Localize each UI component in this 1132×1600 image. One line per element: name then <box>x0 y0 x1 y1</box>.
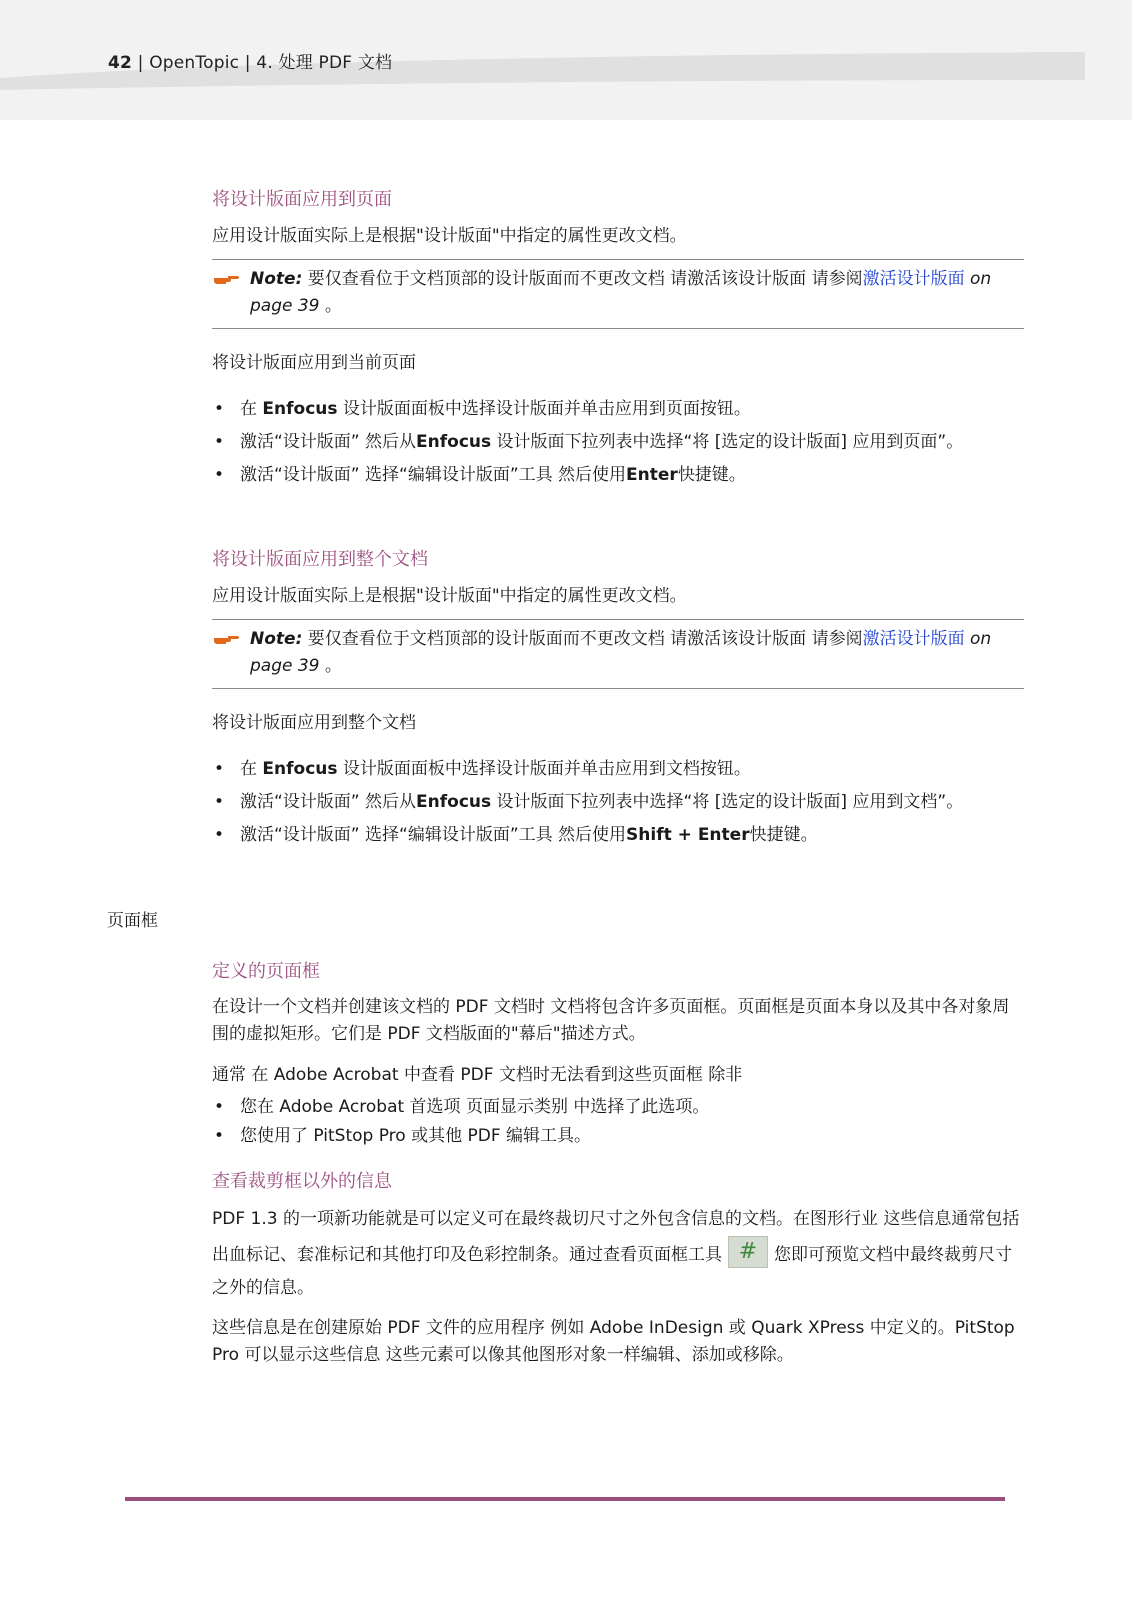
condition-list <box>212 1093 1024 1155</box>
note-body: 要仅查看位于文档顶部的设计版面而不更改文档 请激活该设计版面 请参阅 <box>302 269 863 289</box>
page-frames-title: 页面框 <box>107 911 158 931</box>
paragraph <box>212 1203 1024 1305</box>
list-item: • 在 Enfocus 设计版面面板中选择设计版面并单击应用到页面按钮。 <box>212 395 1024 424</box>
paragraph-text: PDF 1.3 的一项新功能就是可以定义可在最终裁切尺寸之外包含信息的文档。在图形行业 这些信息通常包括出血标记、套准标记和其他打印及色彩控制条。通过查看页面框工具 <box>212 1209 1020 1265</box>
list-item: • 在 Enfocus 设计版面面板中选择设计版面并单击应用到文档按钮。 <box>212 755 1024 784</box>
note-body: 要仅查看位于文档顶部的设计版面而不更改文档 请激活该设计版面 请参阅 <box>302 629 863 649</box>
list-item: • 您使用了 PitStop Pro 或其他 PDF 编辑工具。 <box>212 1122 1024 1151</box>
note-end: 。 <box>319 656 342 676</box>
section-heading-apply-to-document: 将设计版面应用到整个文档 <box>212 549 428 570</box>
procedure-list <box>212 395 1024 494</box>
procedure-subhead: 将设计版面应用到当前页面 <box>212 353 416 373</box>
note-text <box>250 620 1024 688</box>
note-box <box>212 619 1024 689</box>
note-page-ref: on page 39 <box>250 629 992 676</box>
pointing-hand-icon <box>212 630 240 650</box>
paragraph: 通常 在 Adobe Acrobat 中查看 PDF 文档时无法看到这些页面框 除非 <box>212 1065 743 1085</box>
list-item: • 激活“设计版面” 然后从Enfocus 设计版面下拉列表中选择“将 [选定的设计版面] 应用到文档”。 <box>212 788 1024 817</box>
running-header <box>108 48 392 73</box>
note-label: Note: <box>250 629 303 649</box>
paragraph: 这些信息是在创建原始 PDF 文件的应用程序 例如 Adobe InDesign 或 Quark XPress 中定义的。PitStop Pro 可以显示这些信息 这些元素可以像其他图形对象一样编辑、添加或移除。 <box>212 1318 1015 1365</box>
note-text <box>250 260 1024 328</box>
section-intro: 应用设计版面实际上是根据"设计版面"中指定的属性更改文档。 <box>212 226 687 246</box>
list-item: • 激活“设计版面” 选择“编辑设计版面”工具 然后使用Shift + Enter快捷键。 <box>212 821 1024 850</box>
section-heading-apply-to-page: 将设计版面应用到页面 <box>212 189 392 210</box>
procedure-subhead: 将设计版面应用到整个文档 <box>212 713 416 733</box>
page-header <box>0 0 1132 120</box>
section-intro: 应用设计版面实际上是根据"设计版面"中指定的属性更改文档。 <box>212 586 687 606</box>
note-label: Note: <box>250 269 303 289</box>
note-box <box>212 259 1024 329</box>
paragraph: 在设计一个文档并创建该文档的 PDF 文档时 文档将包含许多页面框。页面框是页面本身以及其中各对象周围的虚拟矩形。它们是 PDF 文档版面的"幕后"描述方式。 <box>212 997 1010 1044</box>
list-item: • 激活“设计版面” 选择“编辑设计版面”工具 然后使用Enter快捷键。 <box>212 461 1024 490</box>
list-item: • 激活“设计版面” 然后从Enfocus 设计版面下拉列表中选择“将 [选定的设计版面] 应用到页面”。 <box>212 428 1024 457</box>
list-item: • 您在 Adobe Acrobat 首选项 页面显示类别 中选择了此选项。 <box>212 1093 1024 1122</box>
footer-rule <box>125 1497 1005 1501</box>
pointing-hand-icon <box>212 270 240 290</box>
note-page-ref: on page 39 <box>250 269 992 316</box>
note-end: 。 <box>319 296 342 316</box>
header-title: | OpenTopic | 4. 处理 PDF 文档 <box>137 53 393 73</box>
procedure-list <box>212 755 1024 854</box>
paragraph-text: 您即可预览文档中最终裁剪尺寸之外的信息。 <box>212 1245 1012 1298</box>
page-box-tool-icon[interactable]: # <box>728 1236 768 1268</box>
page-number: 42 <box>108 53 133 73</box>
section-heading-outside-crop: 查看裁剪框以外的信息 <box>212 1171 392 1192</box>
section-heading-defined-frames: 定义的页面框 <box>212 961 320 982</box>
note-link[interactable]: 激活设计版面 <box>862 629 965 649</box>
note-link[interactable]: 激活设计版面 <box>862 269 965 289</box>
